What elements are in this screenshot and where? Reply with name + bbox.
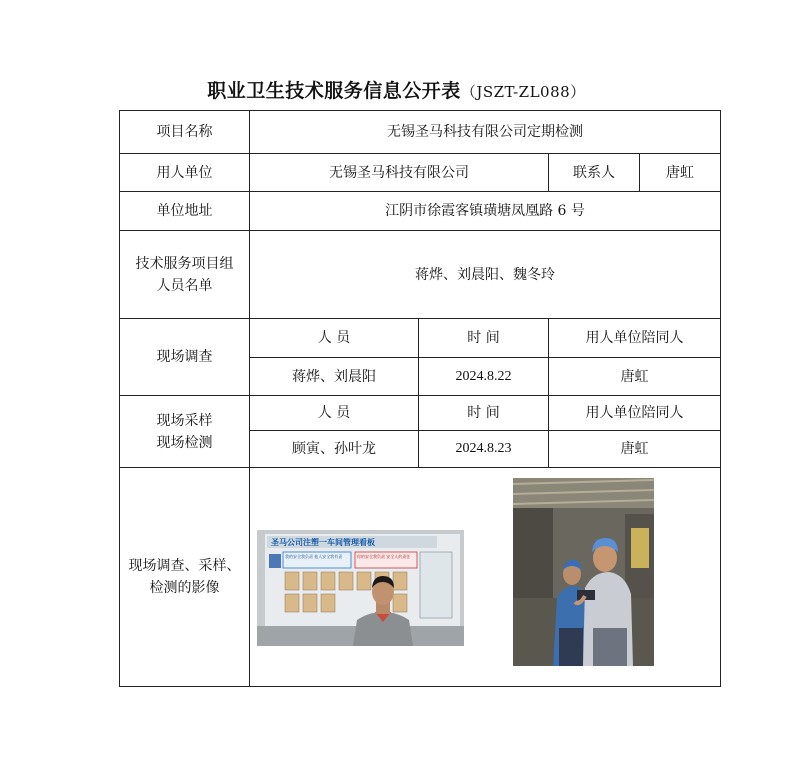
project-name-label: 项目名称 <box>120 111 250 154</box>
site-sampling-illustration <box>513 478 654 666</box>
site-survey-photo <box>257 530 464 646</box>
team-value: 蒋烨、刘晨阳、魏冬玲 <box>250 231 721 319</box>
images-cell <box>250 468 721 687</box>
row-address <box>120 192 721 231</box>
board-slogan-left: 我的安全我负责 他人安全我有责 <box>285 554 343 559</box>
sampling-label: 现场采样现场检测 <box>120 396 250 468</box>
title-code: （JSZT-ZL088） <box>460 83 586 101</box>
survey-col-companion: 用人单位陪同人 <box>549 319 721 358</box>
sampling-companion: 唐虹 <box>549 431 721 468</box>
survey-companion: 唐虹 <box>549 358 721 396</box>
survey-label: 现场调查 <box>120 319 250 396</box>
contact-label: 联系人 <box>549 154 640 192</box>
employer-label: 用人单位 <box>120 154 250 192</box>
row-team <box>120 231 721 319</box>
address-value: 江阴市徐霞客镇璜塘凤凰路 6 号 <box>250 192 721 231</box>
sampling-col-companion: 用人单位陪同人 <box>549 396 721 431</box>
project-name-value: 无锡圣马科技有限公司定期检测 <box>250 111 721 154</box>
sampling-col-time: 时 间 <box>419 396 549 431</box>
sampling-col-people: 人 员 <box>250 396 419 431</box>
team-label: 技术服务项目组人员名单 <box>120 231 250 319</box>
survey-col-time: 时 间 <box>419 319 549 358</box>
board-slogan-right: 你的安全我负责 安全人的责任 <box>357 554 411 559</box>
row-project-name <box>120 111 721 154</box>
sampling-time: 2024.8.23 <box>419 431 549 468</box>
site-survey-illustration <box>257 530 464 646</box>
images-label: 现场调查、采样、检测的影像 <box>120 468 250 687</box>
row-employer <box>120 154 721 192</box>
info-table <box>119 110 721 687</box>
row-images <box>120 468 721 687</box>
sampling-people: 顾寅、孙叶龙 <box>250 431 419 468</box>
row-survey-header <box>120 319 721 358</box>
board-title: 圣马公司注塑一车间管理看板 <box>271 538 375 547</box>
address-label: 单位地址 <box>120 192 250 231</box>
employer-value: 无锡圣马科技有限公司 <box>250 154 549 192</box>
survey-time: 2024.8.22 <box>419 358 549 396</box>
contact-value: 唐虹 <box>640 154 721 192</box>
row-sampling-header <box>120 396 721 431</box>
survey-people: 蒋烨、刘晨阳 <box>250 358 419 396</box>
survey-col-people: 人 员 <box>250 319 419 358</box>
site-sampling-photo <box>513 478 654 666</box>
title-text: 职业卫生技术服务信息公开表 <box>207 80 461 102</box>
page-title <box>0 76 793 103</box>
